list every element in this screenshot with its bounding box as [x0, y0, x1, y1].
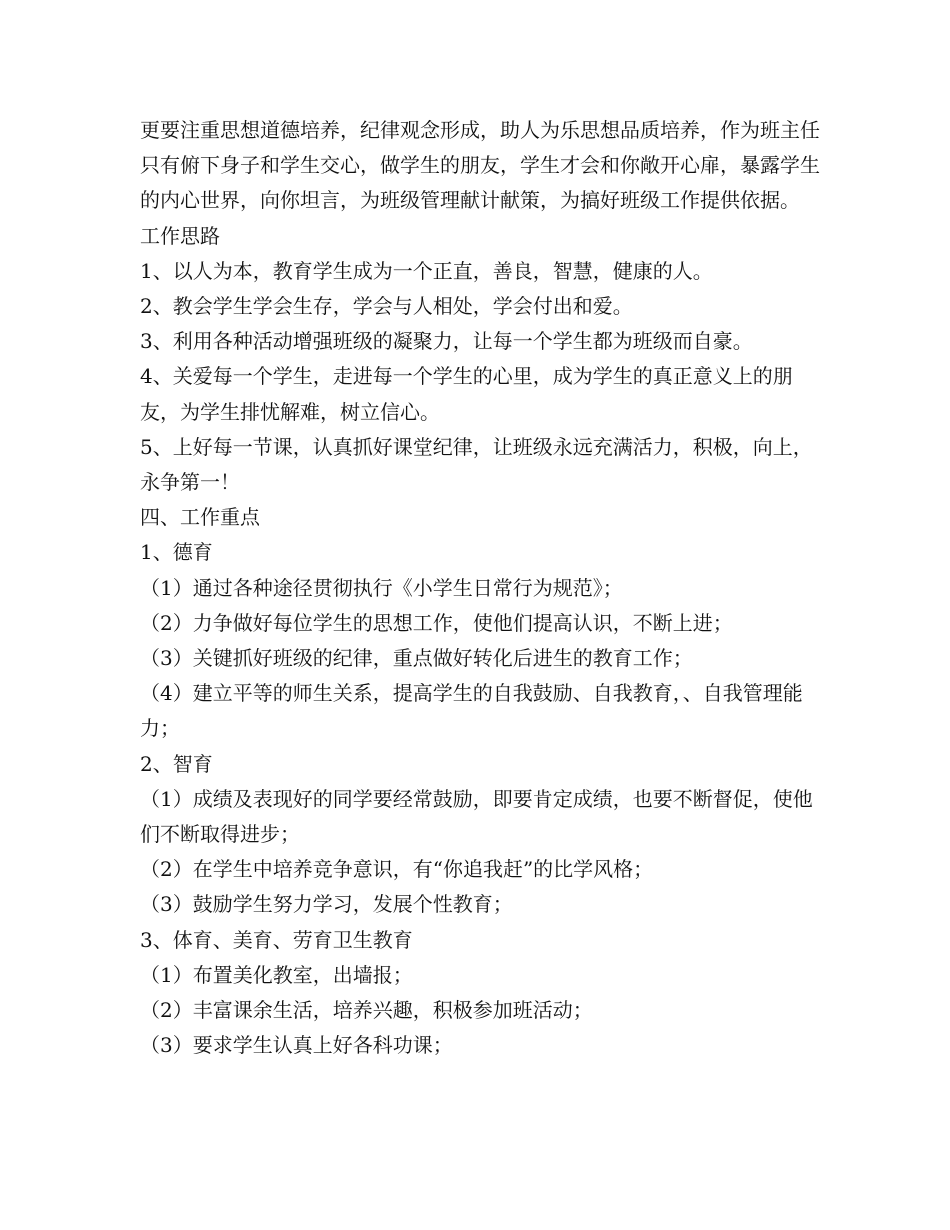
list-item: 4、关爱每一个学生，走进每一个学生的心里，成为学生的真正意义上的朋友，为学生排忧解难，树立信心。: [140, 364, 793, 424]
list-item: （1）成绩及表现好的同学要经常鼓励，即要肯定成绩，也要不断督促，使他们不断取得进步；: [140, 786, 813, 847]
paragraph-intro: 更要注重思想道德培养，纪律观念形成，助人为乐思想品质培养，作为班主任只有俯下身子和学生交心，做学生的朋友，学生才会和你敞开心扉，暴露学生的内心世界，向你坦言，为班级管理献计献策，为搞好班级工作提供依据。: [140, 118, 820, 213]
list-item: （3）鼓励学生努力学习，发展个性教育；: [140, 892, 513, 917]
list-item: （1）布置美化教室，出墙报；: [140, 962, 413, 987]
list-item: （1）通过各种途径贯彻执行《小学生日常行为规范》；: [140, 575, 623, 600]
list-item: 3、利用各种活动增强班级的凝聚力，让每一个学生都为班级而自豪。: [140, 329, 753, 354]
subsection-heading-moral: 1、德育: [140, 540, 213, 565]
list-item: （2）在学生中培养竞争意识，有“你追我赶”的比学风格；: [140, 857, 654, 882]
subsection-heading-physical-arts-labor: 3、体育、美育、劳育卫生教育: [140, 927, 413, 952]
section-heading-work-ideas: 工作思路: [140, 223, 220, 248]
list-item: （2）丰富课余生活，培养兴趣，积极参加班活动；: [140, 998, 593, 1023]
list-item: （4）建立平等的师生关系，提高学生的自我鼓励、自我教育，、自我管理能力；: [140, 681, 803, 741]
list-item: （2）力争做好每位学生的思想工作，使他们提高认识，不断上进；: [140, 610, 733, 635]
list-item: 5、上好每一节课，认真抓好课堂纪律，让班级永远充满活力，积极，向上，永争第一！: [140, 434, 813, 495]
list-item: （3）关键抓好班级的纪律，重点做好转化后进生的教育工作；: [140, 646, 693, 671]
list-item: （3）要求学生认真上好各科功课；: [140, 1033, 453, 1058]
list-item: 1、以人为本，教育学生成为一个正直，善良，智慧，健康的人。: [140, 258, 713, 283]
section-heading-work-focus: 四、工作重点: [140, 505, 260, 530]
subsection-heading-intellectual: 2、智育: [140, 751, 213, 776]
document-body: [140, 113, 830, 1063]
list-item: 2、教会学生学会生存，学会与人相处，学会付出和爱。: [140, 294, 633, 319]
